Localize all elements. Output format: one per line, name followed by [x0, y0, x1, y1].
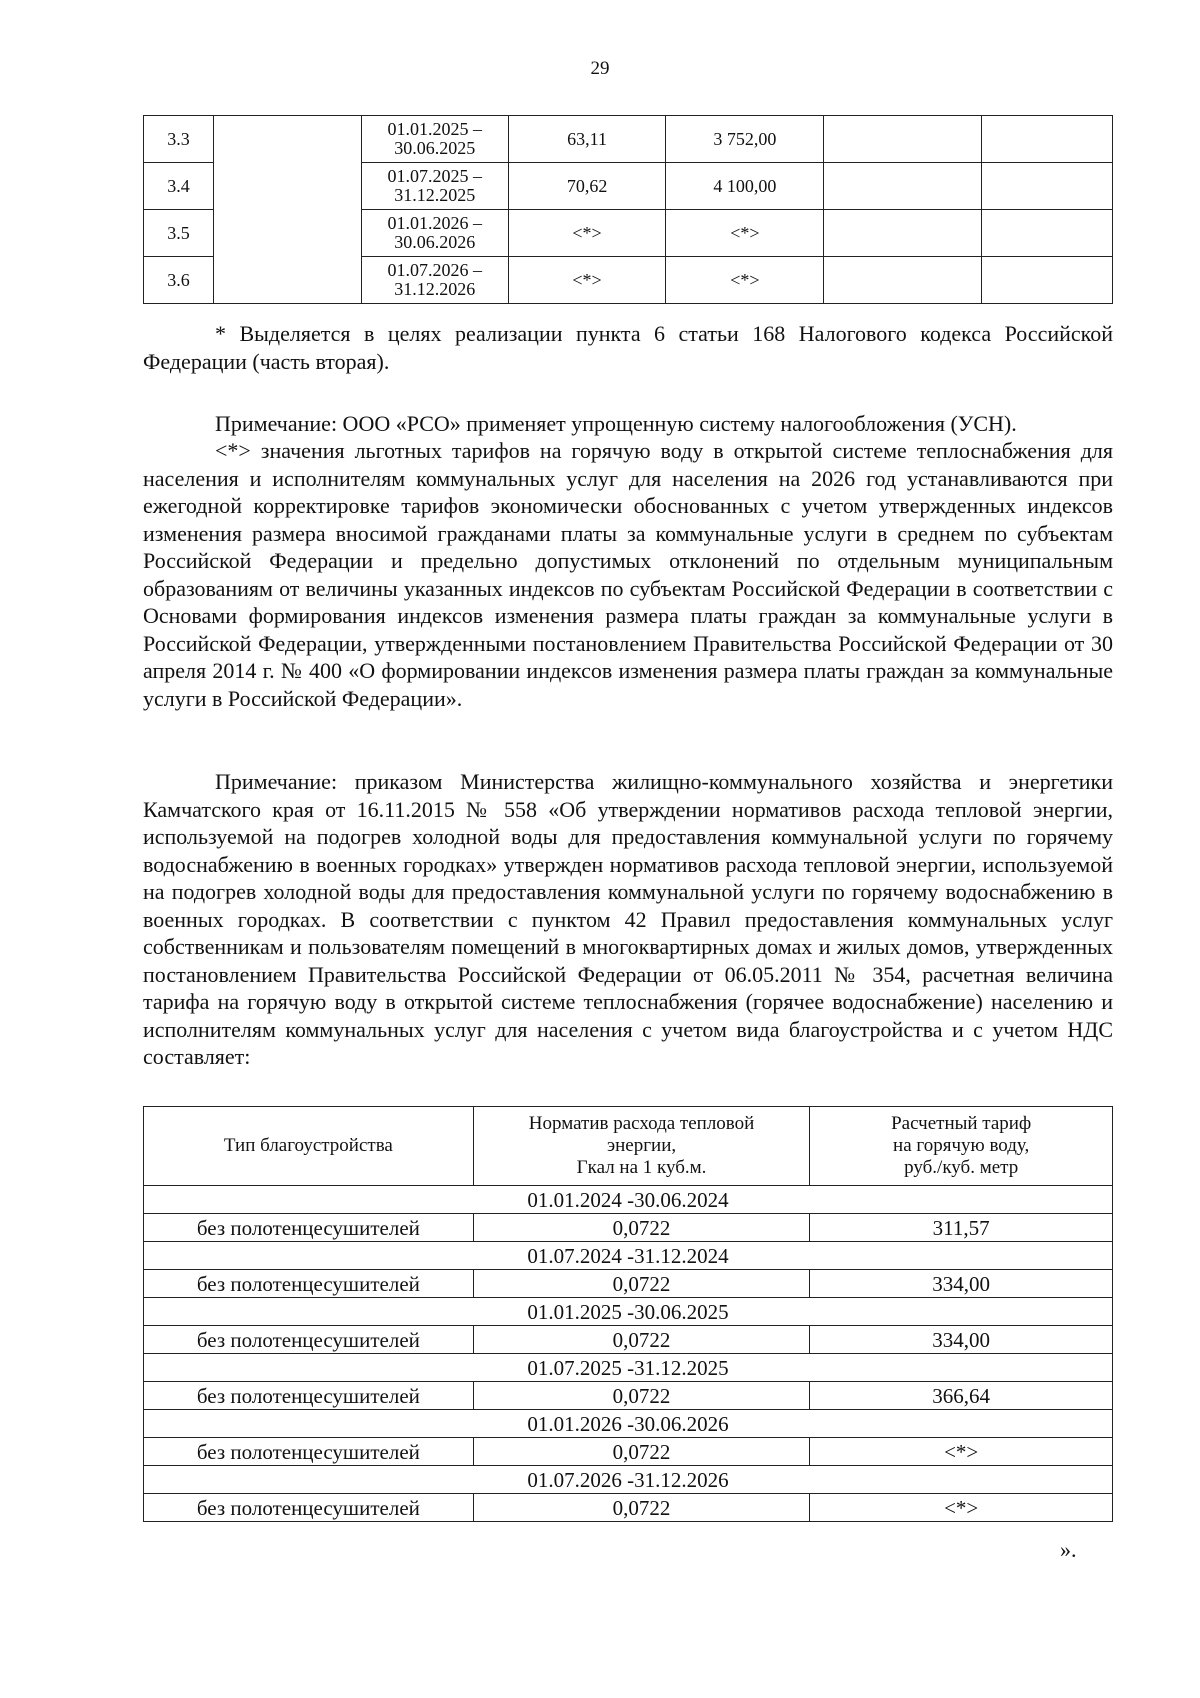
header-tariff: Расчетный тариф на горячую воду, руб./куб. метр	[810, 1107, 1113, 1186]
row-number: 3.3	[144, 116, 214, 163]
period-cell: 01.01.2025 – 30.06.2025	[361, 116, 508, 163]
table-row	[144, 116, 1113, 163]
table-row	[144, 1382, 1113, 1410]
value-cell: <*>	[666, 257, 824, 304]
table-row	[144, 1270, 1113, 1298]
value-cell: <*>	[666, 210, 824, 257]
period-row: 01.01.2024 -30.06.2024	[144, 1186, 1113, 1214]
period-row: 01.01.2025 -30.06.2025	[144, 1298, 1113, 1326]
value-cell: 63,11	[508, 116, 666, 163]
norm-cell: 0,0722	[473, 1382, 810, 1410]
norm-cell: 0,0722	[473, 1326, 810, 1354]
value-cell: <*>	[508, 257, 666, 304]
period-cell: 01.07.2026 – 31.12.2026	[361, 257, 508, 304]
footnote: * Выделяется в целях реализации пункта 6 статьи 168 Налогового кодекса Российской Федерации (часть вторая).	[143, 321, 1113, 374]
row-number: 3.6	[144, 257, 214, 304]
table-row	[144, 1214, 1113, 1242]
empty-cell	[824, 257, 982, 304]
type-cell: без полотенцесушителей	[144, 1214, 474, 1242]
type-cell: без полотенцесушителей	[144, 1494, 474, 1522]
norm-cell: 0,0722	[473, 1270, 810, 1298]
period-row: 01.07.2025 -31.12.2025	[144, 1354, 1113, 1382]
empty-cell	[824, 163, 982, 210]
hot-water-tariff-table	[143, 1106, 1113, 1522]
period-row: 01.07.2026 -31.12.2026	[144, 1466, 1113, 1494]
table-header-row	[144, 1107, 1113, 1186]
empty-merged-cell	[213, 116, 361, 304]
type-cell: без полотенцесушителей	[144, 1326, 474, 1354]
table-row	[144, 1438, 1113, 1466]
empty-cell	[824, 210, 982, 257]
norm-cell: 0,0722	[473, 1438, 810, 1466]
value-cell: 70,62	[508, 163, 666, 210]
tariff-cell: <*>	[810, 1438, 1113, 1466]
period-row: 01.07.2024 -31.12.2024	[144, 1242, 1113, 1270]
period-row: 01.01.2026 -30.06.2026	[144, 1410, 1113, 1438]
type-cell: без полотенцесушителей	[144, 1382, 474, 1410]
row-number: 3.5	[144, 210, 214, 257]
period-cell: 01.01.2026 – 30.06.2026	[361, 210, 508, 257]
empty-cell	[982, 257, 1113, 304]
header-type: Тип благоустройства	[144, 1107, 474, 1186]
note-preferential-tariffs: <*> значения льготных тарифов на горячую воду в открытой системе теплоснабжения для населения и исполнителям коммунальных услуг для населения на 2026 год устанавливаются при ежегодной корректировке тарифов экономически обоснованных с учетом утвержденных индексов изменения размера вносимой гражданами платы за коммунальные услуги в среднем по субъектам Российской Федерации и предельно допустимых отклонений по отдельным муниципальным образованиям от величины указанных индексов по субъектам Российской Федерации в соответствии с Основами формирования индексов изменения размера платы граждан за коммунальные услуги в Российской Федерации, утвержденными постановлением Правительства Российской Федерации от 30 апреля 2014 г. № 400 «О формировании индексов изменения размера платы граждан за коммунальные услуги в Российской Федерации».	[143, 438, 1113, 711]
note-usn: Примечание: ООО «РСО» применяет упрощенную систему налогообложения (УСН).	[215, 411, 1017, 436]
table-row	[144, 1494, 1113, 1522]
note-heat-norms: Примечание: приказом Министерства жилищно-коммунального хозяйства и энергетики Камчатского края от 16.11.2015 № 558 «Об утверждении нормативов расхода тепловой энергии, используемой на подогрев холодной воды для предоставления коммунальной услуги по горячему водоснабжению в военных городках» утвержден нормативов расхода тепловой энергии, используемой на подогрев холодной воды для предоставления коммунальной услуги по горячему водоснабжению в военных городках. В соответствии с пунктом 42 Правил предоставления коммунальных услуг собственникам и пользователям помещений в многоквартирных домах и жилых домов, утвержденных постановлением Правительства Российской Федерации от 06.05.2011 № 354, расчетная величина тарифа на горячую воду в открытой системе теплоснабжения (горячее водоснабжение) населению и исполнителям коммунальных услуг для населения с учетом вида благоустройства и с учетом НДС составляет:	[143, 769, 1113, 1069]
type-cell: без полотенцесушителей	[144, 1438, 474, 1466]
tariff-cell: 311,57	[810, 1214, 1113, 1242]
closing-quote-mark: ».	[1060, 1537, 1077, 1562]
empty-cell	[824, 116, 982, 163]
tariff-table-continuation	[143, 115, 1113, 304]
period-cell: 01.07.2025 – 31.12.2025	[361, 163, 508, 210]
empty-cell	[982, 210, 1113, 257]
norm-cell: 0,0722	[473, 1214, 810, 1242]
page-number: 29	[590, 58, 610, 79]
norm-cell: 0,0722	[473, 1494, 810, 1522]
tariff-cell: <*>	[810, 1494, 1113, 1522]
empty-cell	[982, 116, 1113, 163]
tariff-cell: 334,00	[810, 1270, 1113, 1298]
table-row	[144, 1326, 1113, 1354]
tariff-cell: 334,00	[810, 1326, 1113, 1354]
value-cell: 4 100,00	[666, 163, 824, 210]
type-cell: без полотенцесушителей	[144, 1270, 474, 1298]
row-number: 3.4	[144, 163, 214, 210]
header-norm: Норматив расхода тепловой энергии, Гкал на 1 куб.м.	[473, 1107, 810, 1186]
tariff-cell: 366,64	[810, 1382, 1113, 1410]
value-cell: 3 752,00	[666, 116, 824, 163]
empty-cell	[982, 163, 1113, 210]
value-cell: <*>	[508, 210, 666, 257]
